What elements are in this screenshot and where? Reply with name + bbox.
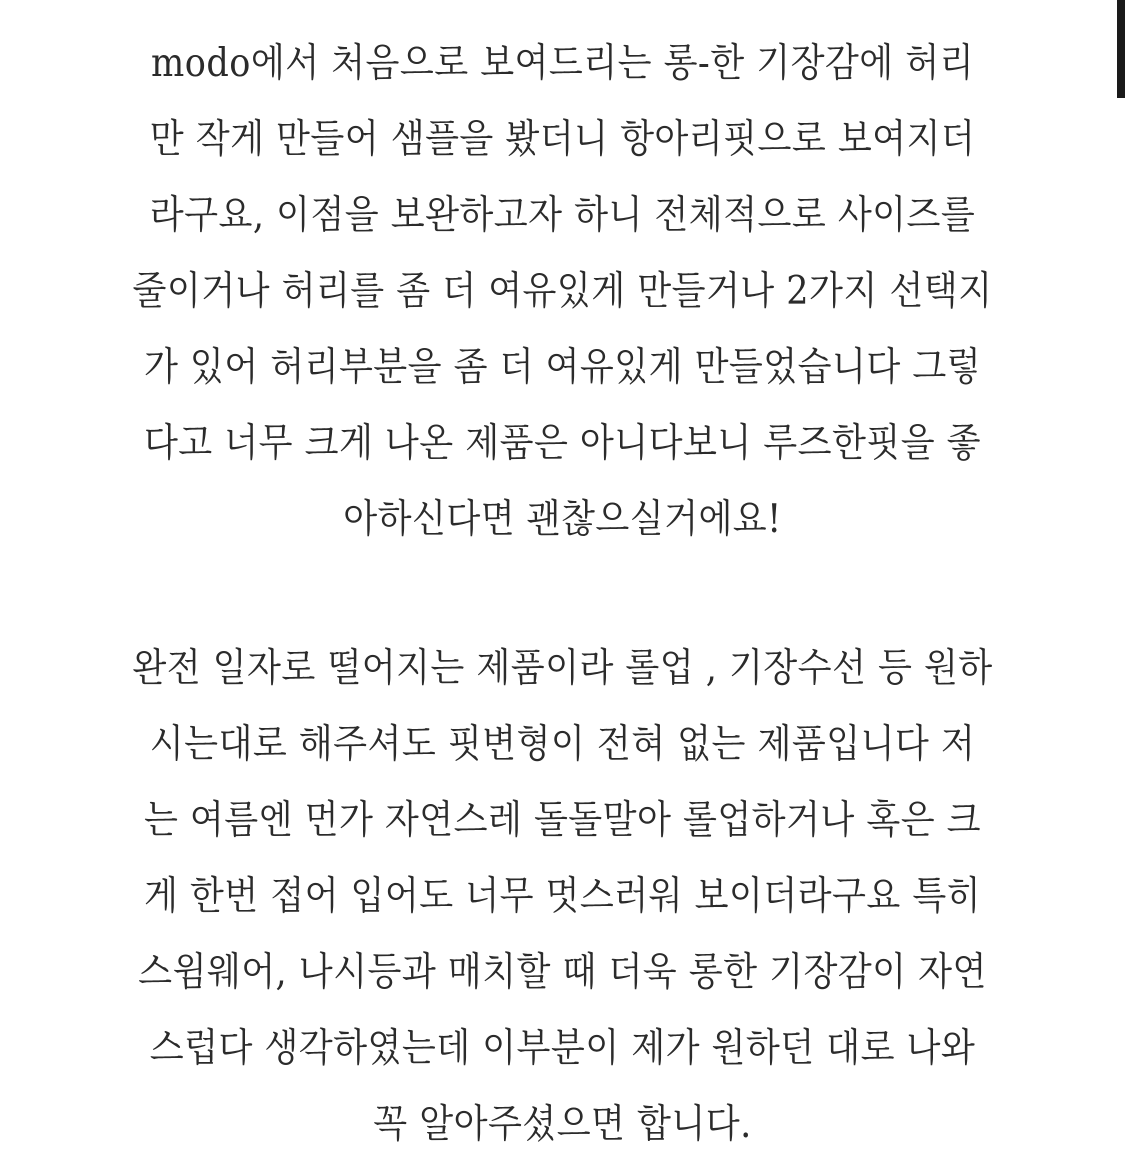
- text-line: 꼭 알아주셨으면 합니다.: [373, 1102, 752, 1147]
- text-line: 줄이거나 허리를 좀 더 여유있게 만들거나 2가지 선택지: [132, 269, 993, 314]
- text-line: 시는대로 해주셔도 핏변형이 전혀 없는 제품입니다 저: [149, 722, 976, 767]
- text-line: 스럽다 생각하였는데 이부분이 제가 원하던 대로 나와: [149, 1026, 976, 1071]
- text-line: 라구요, 이점을 보완하고자 하니 전체적으로 사이즈를: [149, 193, 976, 238]
- text-line: 만 작게 만들어 샘플을 봤더니 항아리핏으로 보여지더: [149, 117, 976, 162]
- text-line: 가 있어 허리부분을 좀 더 여유있게 만들었습니다 그렇: [143, 345, 982, 390]
- text-line: 는 여름엔 먼가 자연스레 돌돌말아 롤업하거나 혹은 크: [143, 798, 982, 843]
- text-line: 완전 일자로 떨어지는 제품이라 롤업 , 기장수선 등 원하: [132, 646, 993, 691]
- paragraph-2: [0, 631, 1125, 1163]
- text-line: 게 한번 접어 입어도 너무 멋스러워 보이더라구요 특히: [143, 874, 982, 919]
- text-line: 스윔웨어, 나시등과 매치할 때 더욱 롱한 기장감이 자연: [138, 950, 987, 995]
- text-line: 다고 너무 크게 나온 제품은 아니다보니 루즈한핏을 좋: [143, 421, 982, 466]
- text-line: 아하신다면 괜찮으실거에요!: [343, 497, 782, 542]
- paragraph-1: [0, 26, 1125, 558]
- text-line: modo에서 처음으로 보여드리는 롱-한 기장감에 허리: [151, 41, 974, 86]
